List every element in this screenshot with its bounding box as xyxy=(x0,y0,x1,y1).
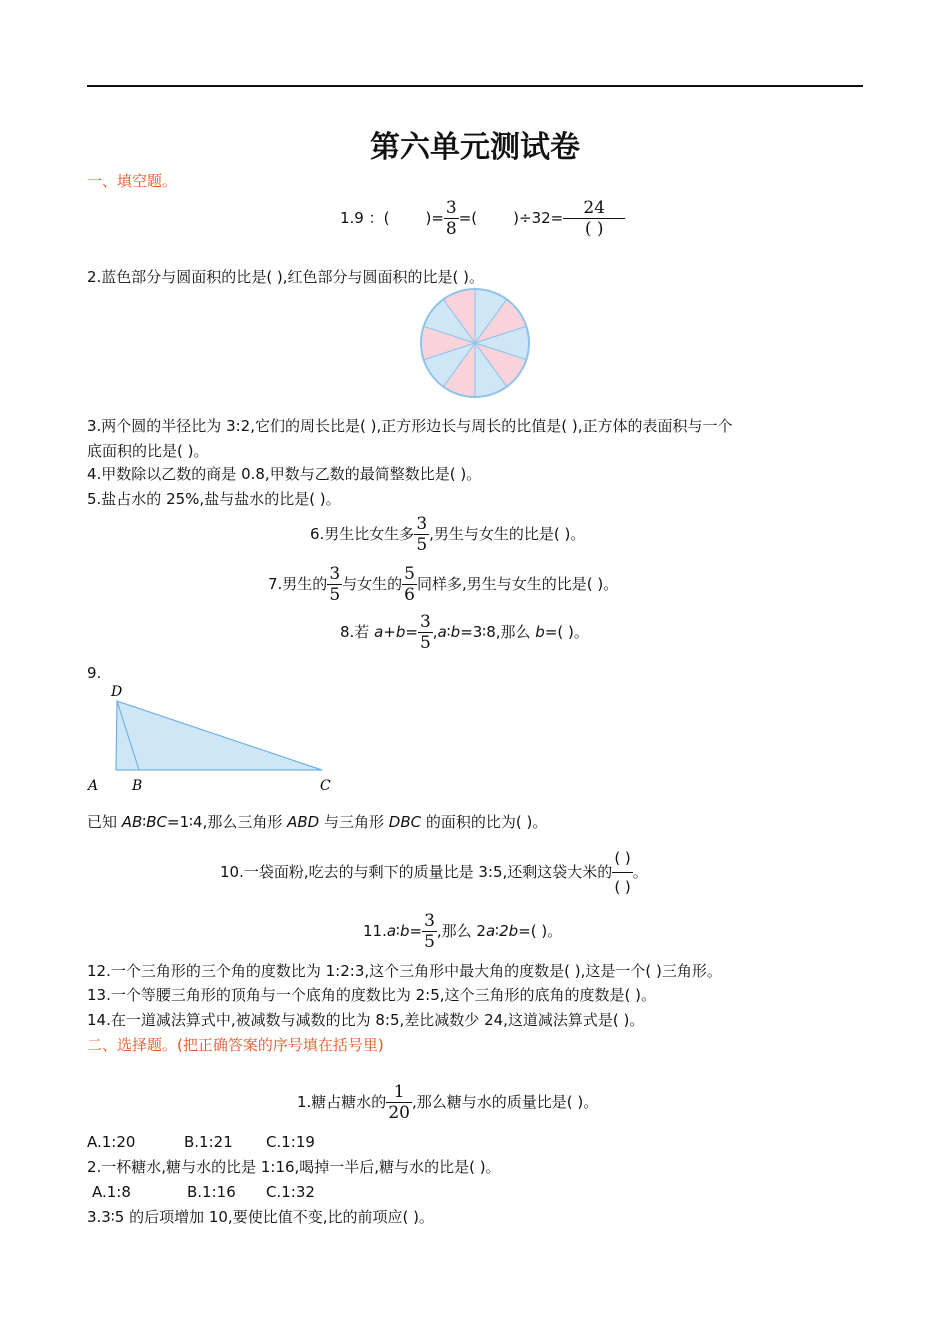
choice-2-option-c: C.1:32 xyxy=(266,1183,315,1201)
question-7: 7.男生的 $\frac{3}{5}$ 与女生的 $\frac{5}{6}$ 同样多,男生与女生的比是( )。 xyxy=(268,564,619,605)
question-9-text: 已知 AB∶BC=1∶4,那么三角形 ABD 与三角形 DBC 的面积的比为( )。 xyxy=(87,813,548,831)
choice-2-option-b: B.1:16 xyxy=(187,1183,236,1201)
question-8: 8.若 a+b= $\frac{3}{5}$ ,a∶b=3∶8,那么 b=( )。 xyxy=(340,612,589,653)
triangle-adc xyxy=(116,701,322,770)
fraction-3-5: $\frac{3}{5}$ xyxy=(329,564,341,605)
section-fill-blank-heading: 一、填空题。 xyxy=(87,172,178,190)
question-10: 10.一袋面粉,吃去的与剩下的质量比是 3:5,还剩这袋大米的 $\frac{( )}{( )}$ 。 xyxy=(220,844,648,901)
fraction-1-20: $\frac{1}{20}$ xyxy=(388,1082,410,1123)
page-title: 第六单元测试卷 xyxy=(370,130,580,165)
point-c-label: C xyxy=(320,778,331,794)
choice-1-option-a: A.1:20 xyxy=(87,1133,136,1151)
question-4: 4.甲数除以乙数的商是 0.8,甲数与乙数的最简整数比是( )。 xyxy=(87,465,482,483)
question-14: 14.在一道减法算式中,被减数与减数的比为 8:5,差比减数少 24,这道减法算式是( )。 xyxy=(87,1011,645,1029)
section-choice-heading: 二、选择题。(把正确答案的序号填在括号里) xyxy=(87,1036,384,1054)
fraction-24-blank: $\frac{24}{( )}$ xyxy=(563,198,625,239)
question-2: 2.蓝色部分与圆面积的比是( ),红色部分与圆面积的比是( )。 xyxy=(87,268,485,286)
fraction-blank: $\frac{( )}{( )}$ xyxy=(612,844,632,901)
point-b-label: B xyxy=(132,778,143,794)
question-9-label: 9. xyxy=(87,664,102,682)
fraction-5-6: $\frac{5}{6}$ xyxy=(404,564,415,605)
question-13: 13.一个等腰三角形的顶角与一个底角的度数比为 2:5,这个三角形的底角的度数是( )。 xyxy=(87,986,657,1004)
question-1: 1.9 ：( )= $\frac{3}{8}$ =( )÷32= $\frac{24}{( )}$ xyxy=(340,198,625,239)
question-11: 11.a∶b= $\frac{3}{5}$ ,那么 2a∶2b=( )。 xyxy=(363,911,563,952)
question-12: 12.一个三角形的三个角的度数比为 1:2:3,这个三角形中最大角的度数是( ),这是一个( )三角形。 xyxy=(87,962,722,980)
fraction-3-5: $\frac{3}{5}$ xyxy=(416,514,428,555)
point-a-label: A xyxy=(88,778,99,794)
choice-question-2: 2.一杯糖水,糖与水的比是 1:16,喝掉一半后,糖与水的比是( )。 xyxy=(87,1158,501,1176)
fraction-3-5: $\frac{3}{5}$ xyxy=(424,911,435,952)
choice-2-option-a: A.1:8 xyxy=(92,1183,131,1201)
choice-1-option-b: B.1:21 xyxy=(184,1133,233,1151)
choice-question-1: 1.糖占糖水的 $\frac{1}{20}$ ,那么糖与水的质量比是( )。 xyxy=(297,1082,599,1123)
question-6: 6.男生比女生多 $\frac{3}{5}$ ,男生与女生的比是( )。 xyxy=(310,514,586,555)
fraction-3-5: $\frac{3}{5}$ xyxy=(419,612,431,653)
choice-question-3: 3.3∶5 的后项增加 10,要使比值不变,比的前项应( )。 xyxy=(87,1208,434,1226)
choice-1-option-c: C.1:19 xyxy=(266,1133,315,1151)
question-5: 5.盐占水的 25%,盐与盐水的比是( )。 xyxy=(87,490,341,508)
fraction-3-8: $\frac{3}{8}$ xyxy=(445,198,457,239)
pie-circle-figure xyxy=(418,286,532,400)
question-3-line-1: 3.两个圆的半径比为 3:2,它们的周长比是( ),正方形边长与周长的比值是( ),正方体的表面积与一个 xyxy=(87,417,733,435)
pie-sectors xyxy=(421,289,529,397)
question-3-line-2: 底面积的比是( )。 xyxy=(87,442,209,460)
point-d-label: D xyxy=(111,684,123,700)
top-rule xyxy=(87,85,863,87)
triangle-figure xyxy=(82,680,342,796)
